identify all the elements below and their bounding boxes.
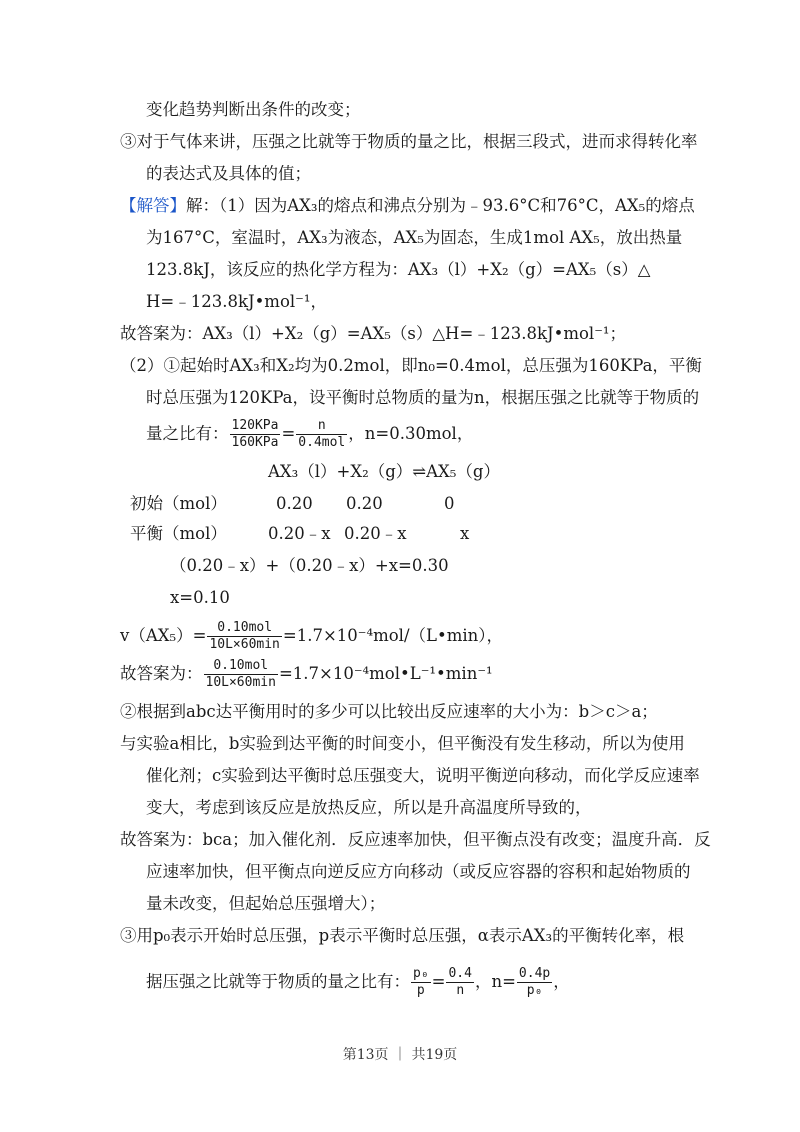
equilibrium-equation: AX₃（l）+X₂（g）⇌AX₅（g） <box>268 462 500 481</box>
text-line-1: 变化趋势判断出条件的改变； <box>146 100 361 119</box>
cell-value: 0.20﹣x <box>344 524 407 543</box>
text-line-8: 故答案为：AX₃（l）+X₂（g）=AX₅（s）△H=﹣123.8kJ•mol⁻¹； <box>120 324 627 343</box>
text-line-21: 催化剂；c实验到达平衡时总压强变大，说明平衡逆向移动，而化学反应速率 <box>146 766 700 785</box>
equals-sign: = <box>281 424 296 443</box>
fraction <box>296 418 347 451</box>
fraction-numerator: 0.4p <box>518 966 551 981</box>
fraction-denominator: p₀ <box>526 983 543 998</box>
text-line-19: ②根据到abc达平衡用时的多少可以比较出反应速率的大小为：b＞c＞a； <box>120 702 658 721</box>
text-fragment: =1.7×10⁻⁴mol•L⁻¹•min⁻¹ <box>278 664 493 683</box>
fraction <box>204 658 278 691</box>
text-line-9: （2）①起始时AX₃和X₂均为0.2mol，即n₀=0.4mol，总压强为160KPa，平衡 <box>120 356 702 375</box>
text-fragment: 据压强之比就等于物质的量之比有： <box>146 972 410 991</box>
fraction-numerator: p₀ <box>413 966 429 981</box>
text-line-25: 量未改变，但起始总压强增大）； <box>146 894 386 913</box>
fraction <box>230 418 281 451</box>
text-fragment: =1.7×10⁻⁴mol/（L•min）， <box>282 626 504 645</box>
cell-value: 0 <box>444 494 455 513</box>
fraction-denominator: 10L×60min <box>209 637 280 652</box>
text-line-3: 的表达式及具体的值； <box>146 164 311 183</box>
cell-value: 0.20﹣x <box>268 524 331 543</box>
text-fragment: ，n=0.30mol， <box>348 424 474 443</box>
sum-equation: （0.20﹣x）+（0.20﹣x）+x=0.30 <box>170 556 449 575</box>
fraction-denominator: 10L×60min <box>205 675 276 690</box>
answer-text: 解：（1）因为AX₃的熔点和沸点分别为﹣93.6°C和76°C，AX₅的熔点 <box>186 196 695 215</box>
text-fragment: 量之比有： <box>146 424 229 443</box>
fraction-numerator: 0.10mol <box>207 620 281 637</box>
equals-sign: = <box>431 972 446 991</box>
text-line-7: H=﹣123.8kJ•mol⁻¹， <box>146 292 327 311</box>
text-line-10: 时总压强为120KPa，设平衡时总物质的量为n，根据压强之比就等于物质的 <box>146 388 700 407</box>
x-value: x=0.10 <box>170 588 230 607</box>
text-fragment: v（AX₅）= <box>120 626 207 645</box>
row-label: 平衡（mol） <box>130 524 227 543</box>
text-line-26: ③用p₀表示开始时总压强，p表示平衡时总压强，α表示AX₃的平衡转化率，根 <box>120 926 685 945</box>
answer-line-1 <box>120 194 695 218</box>
text-line-6: 123.8kJ，该反应的热化学方程为：AX₃（l）+X₂（g）=AX₅（s）△ <box>146 260 651 279</box>
text-line-23: 故答案为：bca；加入催化剂．反应速率加快，但平衡点没有改变；温度升高．反 <box>120 830 711 849</box>
text-fragment: ， <box>553 972 570 991</box>
text-line-22: 变大，考虑到该反应是放热反应，所以是升高温度所导致的， <box>146 798 592 817</box>
text-fragment: ，n= <box>474 972 516 991</box>
fraction <box>446 966 473 999</box>
fraction-denominator: 160KPa <box>231 435 279 450</box>
text-line-24: 应速率加快，但平衡点向逆反应方向移动（或反应容器的容积和起始物质的 <box>146 862 691 881</box>
fraction-numerator: 0.10mol <box>204 658 278 675</box>
fraction <box>207 620 281 653</box>
answer-tag: 【解答】 <box>120 196 186 215</box>
text-line-5: 为167°C，室温时，AX₃为液态，AX₅为固态，生成1mol AX₅，放出热量 <box>146 228 683 247</box>
text-fragment: 故答案为： <box>120 664 203 683</box>
fraction-denominator: 0.4mol <box>298 435 346 450</box>
fraction-numerator: 120KPa <box>231 418 279 433</box>
text-line-2: ③对于气体来讲，压强之比就等于物质的量之比，根据三段式，进而求得转化率 <box>120 132 698 151</box>
cell-value: x <box>460 524 470 543</box>
pressure-ratio-line <box>146 418 473 451</box>
fraction-numerator: n <box>296 418 347 435</box>
cell-value: 0.20 <box>276 494 313 513</box>
text-line-20: 与实验a相比，b实验到达平衡的时间变小，但平衡没有发生移动，所以为使用 <box>120 734 685 753</box>
pressure-ratio-line-2 <box>146 966 570 999</box>
rate-equation-line <box>120 620 503 653</box>
rate-answer-line <box>120 658 493 691</box>
row-label: 初始（mol） <box>130 494 227 513</box>
fraction-numerator: 0.4 <box>448 966 472 981</box>
fraction-denominator: n <box>456 983 465 998</box>
fraction-denominator: p <box>416 983 425 998</box>
fraction <box>517 966 552 999</box>
fraction <box>411 966 431 999</box>
cell-value: 0.20 <box>346 494 383 513</box>
page-footer: 第13页 ｜ 共19页 <box>342 1047 458 1063</box>
